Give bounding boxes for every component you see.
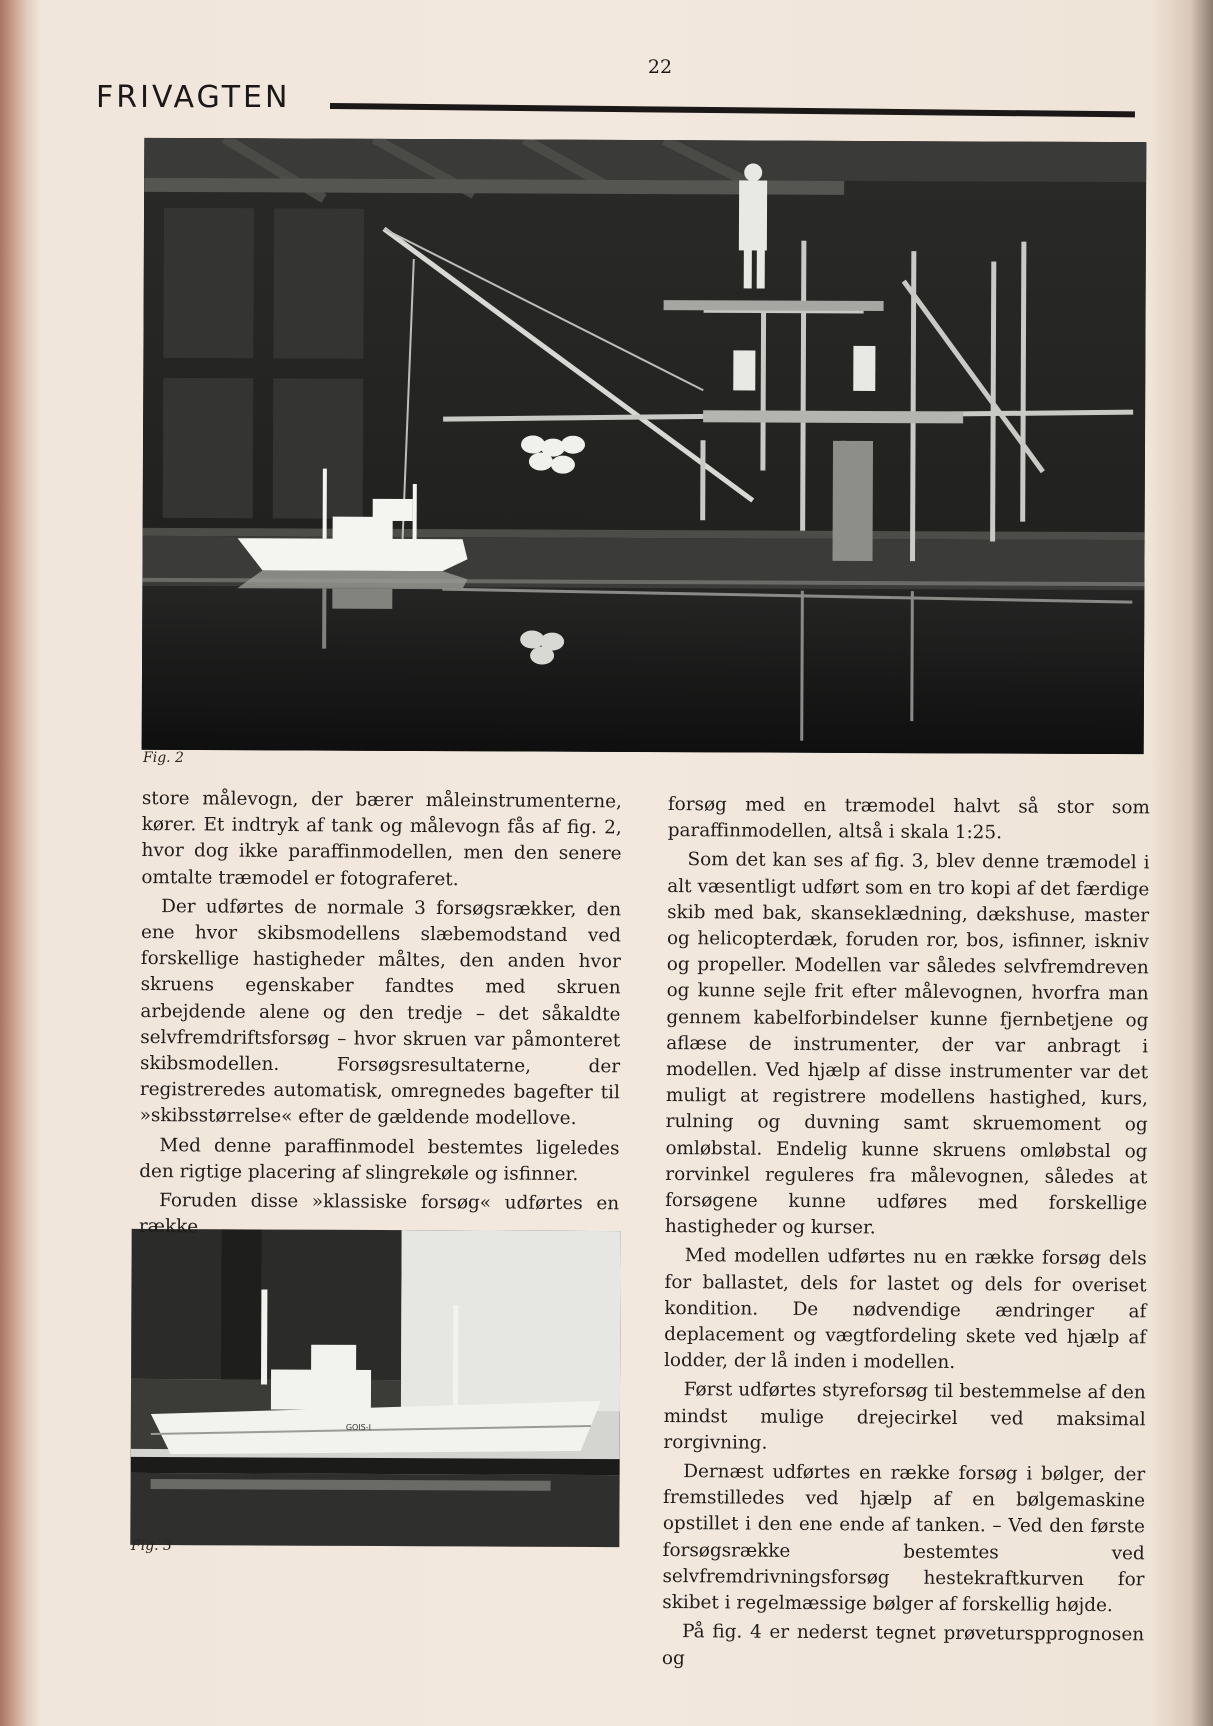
figure-2-towing-tank-photo xyxy=(142,138,1147,754)
paragraph: Foruden disse »klassiske forsøg« udførtes en række xyxy=(138,1190,620,1238)
paragraph: Med modellen udførtes nu en række forsøg dels for ballastet, dels for lastet og dels for overiset kondition. De nødvendige ændringer af deplacement og vægtfordeling skete ved hjælp af lodder, der lå inden i modellen. xyxy=(663,1245,1147,1374)
ship-model-illustration xyxy=(130,1229,620,1547)
paragraph: Med denne paraffinmodel bestemtes ligeledes den rigtige placering af slingrekøle og isfinner. xyxy=(139,1134,620,1185)
hull-label: GOIS-I xyxy=(345,1422,372,1432)
page-number: 22 xyxy=(647,56,673,78)
figure-3-ship-model-photo xyxy=(130,1229,620,1547)
page-binding-edge xyxy=(0,0,40,1726)
masthead-title: FRIVAGTEN xyxy=(96,80,291,115)
left-text-column xyxy=(139,786,622,1247)
paragraph: Der udførtes de normale 3 forsøgsrækker, den ene hvor skibsmodellens slæbemodstand ved forskellige hastigheder måltes, den anden hvor skruens egenskaber fandtes med skruen arbejdende alene og den tredje – det såkaldte selvfremdriftsforsøg – hvor skruen var påmonteret skibsmodellen. Forsøgsresultaterne, der registreredes automatisk, omregnedes bagefter til »skibsstørrelse« efter de gældende modellove. xyxy=(139,895,622,1130)
towing-tank-illustration xyxy=(142,138,1147,754)
paragraph: Dernæst udførtes en række forsøg i bølger, der fremstilledes ved hjælp af en bølgemaskine opstillet i den ene ende af tanken. – Ved den første forsøgsrække bestemtes ved selvfremdrivningsforsøg hestekraftkurven for skibet i regelmæssige bølger af forskellig højde. xyxy=(662,1461,1146,1617)
figure-2-caption: Fig. 2 xyxy=(143,750,184,766)
paragraph: Som det kan ses af fig. 3, blev denne træmodel i alt væsentligt udført som en tro kopi af det færdige skib med bak, skanseklædning, dækshuse, master og helicopterdæk, foruden ror, bos, isfinner, iskniv og propeller. Modellen var således selvfremdreven og kunne sejle frit efter målevognen, hvorfra man gennem kabelforbindelser kunne fjernbetjene og aflæse de instrumenter, der var anbragt i modellen. Ved hjælp af disse instrumenter var det muligt at registrere modellens hastighed, kurs, rulning og duvning samt skruemoment og omløbstal. Endelig kunne skruens omløbstal og rorvinkel reguleres fra målevognen, således at forsøgene kunne udføres med forskellige hastigheder og kurser. xyxy=(664,849,1150,1239)
paragraph: forsøg med en træmodel halvt så stor som paraffinmodellen, altså i skala 1:25. xyxy=(667,793,1150,844)
paragraph: store målevogn, der bærer måleinstrumenterne, kører. Et indtryk af tank og målevogn fås af fig. 2, hvor dog ikke paraffinmodellen, men den senere omtalte træmodel er fotograferet. xyxy=(141,787,622,890)
paragraph: Først udførtes styreforsøg til bestemmelse af den mindst mulige drejecirkel ved maksimal rorgivning. xyxy=(663,1379,1146,1454)
masthead-rule xyxy=(330,103,1135,117)
right-text-column xyxy=(662,792,1150,1678)
paragraph: På fig. 4 er nederst tegnet prøveturspprognosen og xyxy=(661,1621,1145,1669)
figure-3-caption: Fig. 3 xyxy=(131,1538,172,1554)
